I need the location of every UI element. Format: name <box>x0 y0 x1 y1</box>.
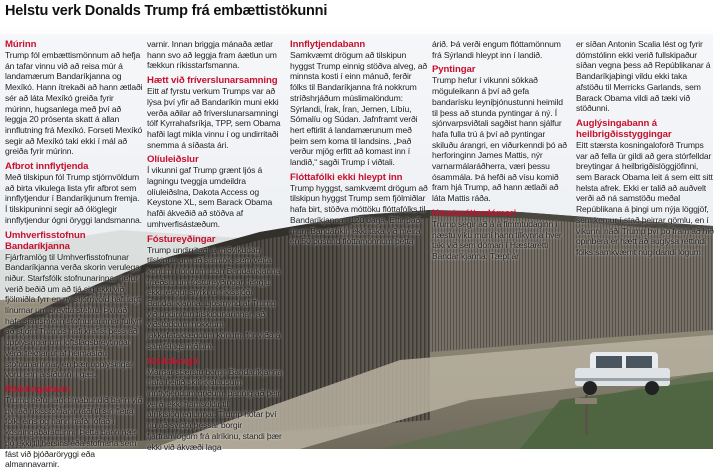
section-text: Trump hyggst, samkvæmt drögum að tilskipun hyggst Trump sem fjölmiðlar hafa birt, stöðva móttöku flóttafólks til Bandaríkjanna í 120 daga. Eftir það muni Bandaríkin ekki taka við meira en 50 þúsund flóttamönnum þetta <box>290 182 428 247</box>
section-heading: Pyntingar <box>432 64 476 76</box>
section-heading: Ráðningabann <box>5 383 71 395</box>
section-text: Trump segir að á á fimmtudaginn í næstu viku muni hann tilkynna hver taki við sem dómari í Hæstarétti Bandaríkjanna. Tæpt ár <box>432 218 562 261</box>
section-text: Trump undirritaði á miðvikudag tilskipun um að samtök, sem veita konum í löndum utan Bandaríkjanna fræðslu um fóstureyðingar, fengju ekki lengur styrki úr ríkissjóði Bandaríkjanna. Ljósmynd af Trump við undirritun tilskipunarinnar, að viðstöddum nokkrum jakkafataklæddum körlum, fór víða á samfélagsmiðlum. <box>147 244 281 351</box>
column-2 <box>147 39 285 456</box>
section-text: Fjárframlög til Umhverfisstofnunar Bandaríkjanna verða skorin verulega niður. Starfsfólk stofnunarinnar hefur verið beðið um að tjá sig ekki við fjölmiðla fyrr en ný stjórnvöld hafi lagt línurnar um breytta stefnu. Því að hafa starfsmenn stofnunarinnar fullyrt að stjórn Trumps hafi krafist þess að upplýsingar um loftslagsbreytingar verði teknar út af heimasíðu stofnunarinnar, en þær upplýsingar voru enn á síðunni í gær. <box>5 251 142 380</box>
section-heading: Innflytjendabann <box>290 39 366 50</box>
section-text: Eitt af fyrstu verkum Trumps var að lýsa því yfir að Bandaríkin muni ekki verða aðilar að fríverslunarsamningi tólf Kyrrahafsríkja, TPP, sem Obama hafði lagt mikla vinnu í og undirritaði snemma á síðasta ári. <box>147 86 281 150</box>
section-heading: Hæstaréttardómari <box>432 207 517 219</box>
section-text: árið. Þá verði engum flóttamönnum frá Sýrlandi hleypt inn í landið. <box>432 39 561 60</box>
section-heading: Hætt við fríverslunarsamning <box>147 75 278 87</box>
section-text: varnir. Innan briggja mánaða ætlar hann svo að leggja fram áætlun um fækkun ríkisstarfsmanna. <box>147 39 277 71</box>
page-title: Helstu verk Donalds Trump frá embættistökunni <box>5 3 328 19</box>
section-text: Trump fól embættismönnum að hefja án tafar vinnu við að reisa múr á landamærum Bandaríkjanna og Mexíkó. Hann ítrekaði að hann ætlaði sér að láta Mexíkó greiða fyrir múrinn, hugsanlega með því að leggja 20 prósenta skatt á allan innflutning frá Mexíkó. Forseti Mexíkó segir að Mexíkó taki ekki í mál að greiða fyrir múrinn. <box>5 50 143 157</box>
column-1 <box>5 39 143 474</box>
section-heading: Olíuleiðslur <box>147 154 199 166</box>
section-heading: Auglýsingabann á heilbrigðisstyggingar <box>576 117 672 140</box>
section-heading: Umhverfisstofnun Bandaríkjanna <box>5 229 86 252</box>
section-text: er síðan Antonin Scalia lést og fyrir dómstólinn ekki verið fullskipaður síðan vegna þess að Repúblikanar á Bandaríkjaþingi vildu ekki taka afstöðu til Merricks Garlands, sem Barack Obama vildi að tæki við stöðunni. <box>576 39 711 114</box>
section-text: Með tilskipun fól Trump stjórnvöldum að birta vikulega lista yfir afbrot sem innflytjendur í Bandaríkjunum fremja. Í tilskipuninni segir að ólöglegir innflytjendur ógni öryggi landsmanna. <box>5 172 142 225</box>
section-heading: Afbrot innflytjenda <box>5 161 89 173</box>
section-heading: Griðaborgir <box>147 355 199 367</box>
section-heading: Fóstureyðingar <box>147 233 216 245</box>
section-text: Í vikunni gaf Trump grænt ljós á lagningu tveggja umdeildra olíuleiðslna, Dakota Access og Keystone XL, sem Barack Obama hafði ákveðið að stöðva af umhverfisástæðum. <box>147 165 273 229</box>
section-text: Samkvæmt drögum að tilskipun hyggst Trump einnig stöðva alveg, að minnsta kosti í einn mánuð, ferðir fólks til Bandaríkjanna frá nokkrum stríðshrjáðum múslimalöndum: Sýrlandi, Írak, Íran, Jemen, Líbíu, Sómalíu og Súdan. Jafnframt verði hert eftirlit á landamærunum með þeim sem koma til landsins. „Það verður mjög erfitt að komast inn í landið,“ sagði Trump í viðtali. <box>290 50 427 168</box>
section-text: Trump hefur í vikunni sökkað möguleikann á því að gefa bandarísku leyniþjónustunni heimild til þess að stunda pyntingar á ný. Í sjónvarpsviðtali sagðist hann sjálfur hafa fulla trú á því að pyntingar skiluðu árangri, en viðurkenndi þó að herforinginn James Mattis, nýr varnarmálaráðherra, væri þessu ósammála. Þá hefði að vísu komið fram hjá Trump, að hann ætlaði að láta Mattis ráða. <box>432 75 567 204</box>
section-heading: Múrinn <box>5 39 37 50</box>
column-5 <box>576 39 714 262</box>
column-4 <box>432 39 570 266</box>
section-text: Trump hefur lagt tímabundið bann við því að ríkisstofnanir ráði til sín fleira fólk, eins og hann hafði lofað í kosningabaráttunni. Þetta bann nær þó ekki til hersins eða stofnana sem fást við þjóðaröryggi eða almannavarnir. <box>5 394 143 470</box>
section-heading: Flóttafólki ekki hleypt inn <box>290 171 403 183</box>
header-bar <box>0 0 713 34</box>
column-3 <box>290 39 428 251</box>
section-text: Eitt stærsta kosningaloforð Trumps var að fella úr gildi að gera stórfelldar breytingar á heilbrigðislöggjöfinni, sem Barack Obama leit á sem eitt sitt helsta afrek. Ekki er talið að auðvelt verði að ná samstöðu meðal Repúblikana á þingi um nýja löggjöf, sem kemur í stað þeirrar gömlu, en í vikunni náði Trump því þó fram að hið opinbera er hætt að auglýsa réttindi fólks samkvæmt núgildandi lögum. <box>576 139 714 257</box>
section-text: Margar stærstu borgir Bandaríkjanna hafa heitið skilríkjalausum innflytjendum griðum, þannig að þeir verði ekki framseldir til alríkislögreglunnar. Trump hótar því nú að svipta þessar borgir fjárframlögum frá alríkinu, standi þær ekki við ákvæði laga <box>147 366 283 452</box>
